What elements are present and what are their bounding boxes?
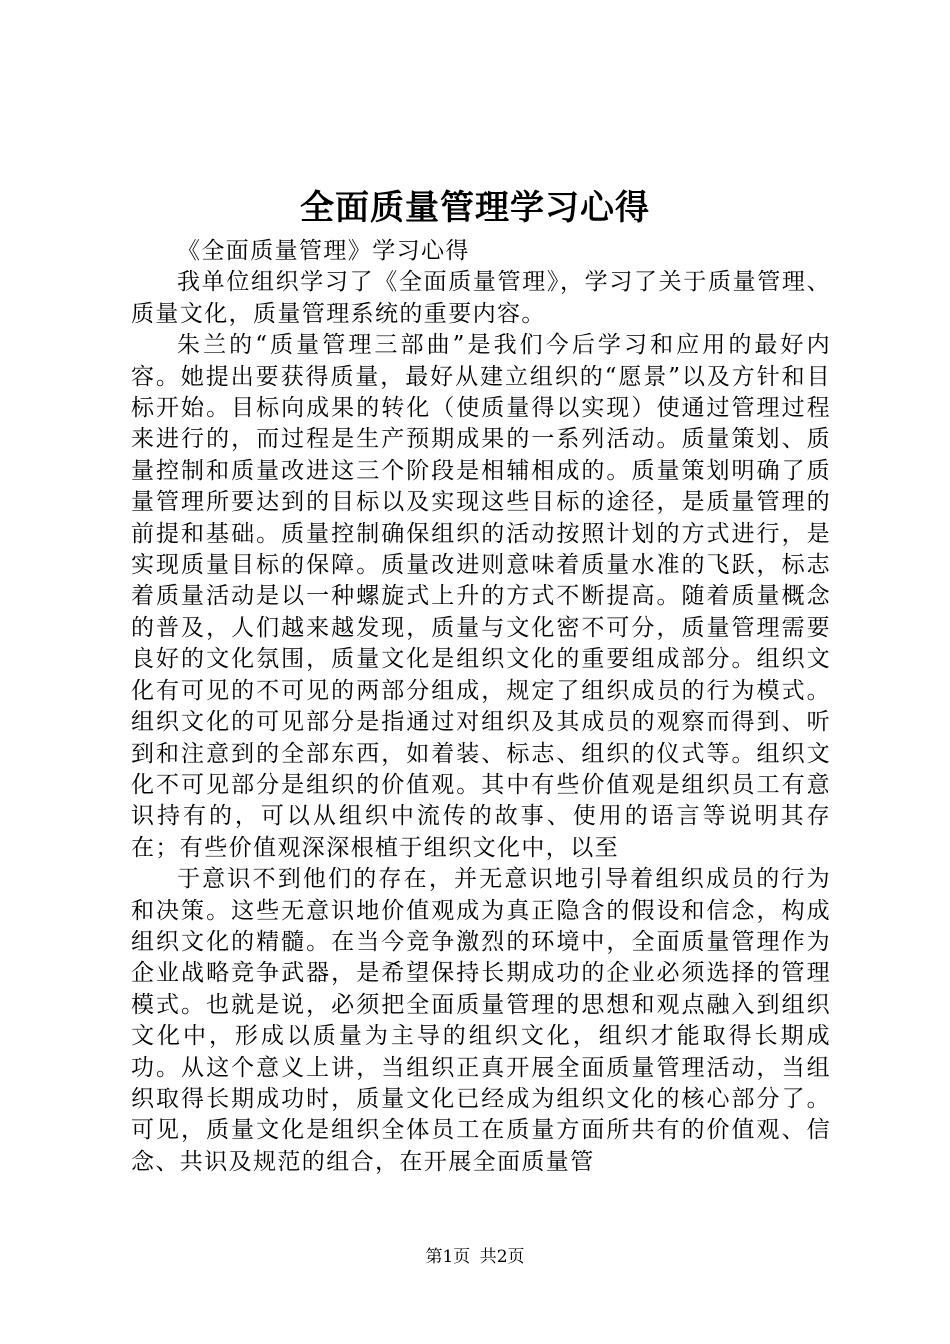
paragraph-intro: 我单位组织学习了《全面质量管理》，学习了关于质量管理、质量文化，质量管理系统的重要内容。 — [131, 269, 831, 327]
document-body — [131, 236, 831, 1178]
paragraph-subtitle: 《全面质量管理》学习心得 — [177, 238, 470, 264]
paragraph-juran: 朱兰的“质量管理三部曲”是我们今后学习和应用的最好内容。她提出要获得质量，最好从建立组织的“愿景”以及方针和目标开始。目标向成果的转化（使质量得以实现）使通过管理过程来进行的，而过程是生产预期成果的一系列活动。质量策划、质量控制和质量改进这三个阶段是相辅相成的。质量策划明确了质量管理所要达到的目标以及实现这些目标的途径，是质量管理的前提和基础。质量控制确保组织的活动按照计划的方式进行，是实现质量目标的保障。质量改进则意味着质量水准的飞跃，标志着质量活动是以一种螺旋式上升的方式不断提高。随着质量概念的普及，人们越来越发现，质量与文化密不可分，质量管理需要良好的文化氛围，质量文化是组织文化的重要组成部分。组织文化有可见的不可见的两部分组成，规定了组织成员的行为模式。组织文化的可见部分是指通过对组织及其成员的观察而得到、听到和注意到的全部东西，如着装、标志、组织的仪式等。组织文化不可见部分是组织的价值观。其中有些价值观是组织员工有意识持有的，可以从组织中流传的故事、使用的语言等说明其存在；有些价值观深深根植于组织文化中，以至 — [131, 332, 831, 861]
page-footer: 第1页 共2页 — [425, 1247, 525, 1267]
document-title: 全面质量管理学习心得 — [300, 188, 650, 228]
paragraph-continuation: 于意识不到他们的存在，并无意识地引导着组织成员的行为和决策。这些无意识地价值观成为真正隐含的假设和信念，构成组织文化的精髓。在当今竞争激烈的环境中，全面质量管理作为企业战略竞争武器，是希望保持长期成功的企业必须选择的管理模式。也就是说，必须把全面质量管理的思想和观点融入到组织文化中，形成以质量为主导的组织文化，组织才能取得长期成功。从这个意义上讲，当组织正真开展全面质量管理活动，当组织取得长期成功时，质量文化已经成为组织文化的核心部分了。可见，质量文化是组织全体员工在质量方面所共有的价值观、信念、共识及规范的组合，在开展全面质量管 — [131, 866, 831, 1175]
